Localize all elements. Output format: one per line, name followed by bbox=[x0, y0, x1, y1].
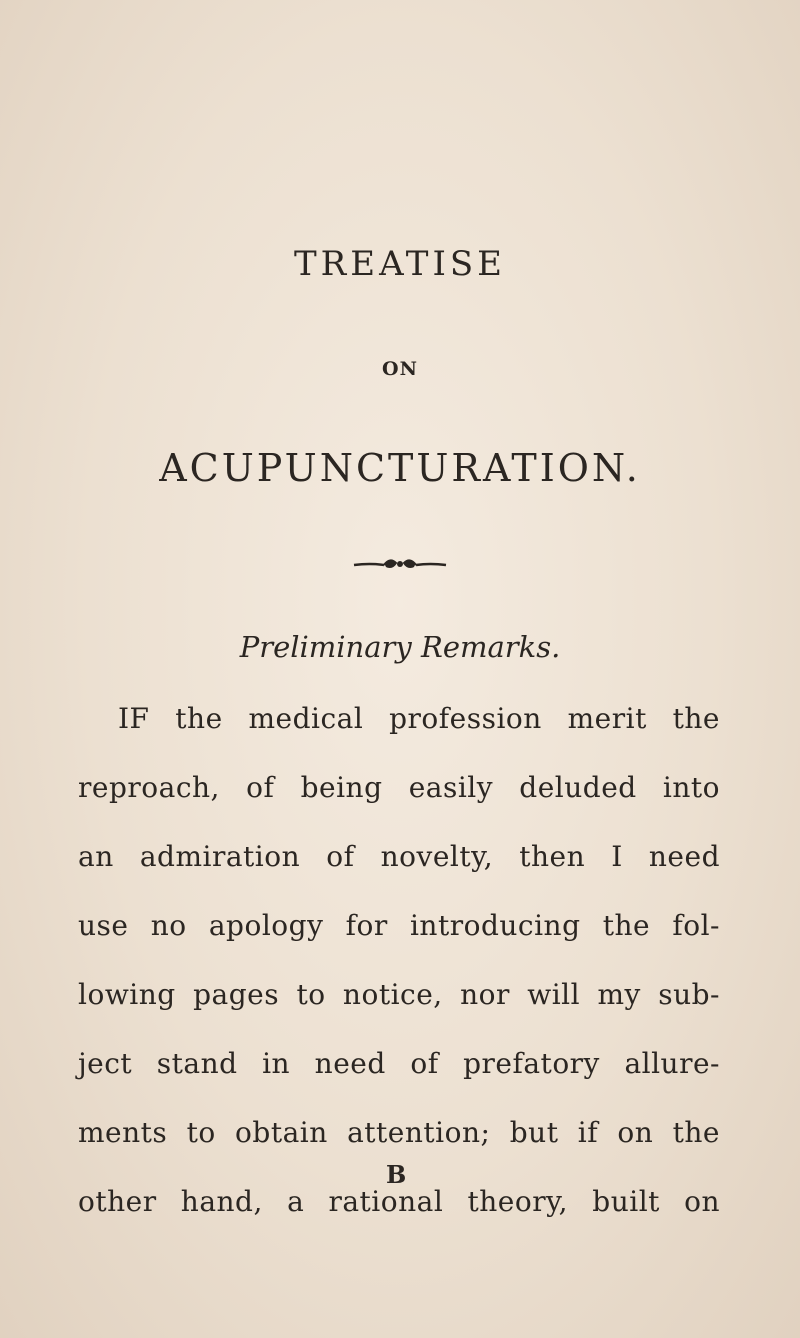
section-heading: Preliminary Remarks. bbox=[239, 630, 561, 664]
text-line: lowing pages to notice, nor will my sub- bbox=[78, 978, 720, 1011]
text-line: an admiration of novelty, then I need bbox=[78, 840, 720, 873]
text-line: other hand, a rational theory, built on bbox=[78, 1185, 720, 1218]
text-line: ments to obtain attention; but if on the bbox=[78, 1116, 720, 1149]
signature-mark: B bbox=[386, 1160, 407, 1189]
body-paragraph bbox=[78, 684, 720, 1236]
text-line: use no apology for introducing the fol- bbox=[78, 909, 720, 942]
ornamental-rule-icon bbox=[350, 554, 450, 574]
text-line: reproach, of being easily deluded into bbox=[78, 771, 720, 804]
title-connector: ON bbox=[382, 358, 418, 380]
treatise-subject: ACUPUNCTURATION. bbox=[159, 446, 641, 490]
text-line: IF the medical profession merit the bbox=[118, 702, 720, 735]
text-line: ject stand in need of prefatory allure- bbox=[78, 1047, 720, 1080]
page-title: TREATISE bbox=[293, 244, 506, 284]
